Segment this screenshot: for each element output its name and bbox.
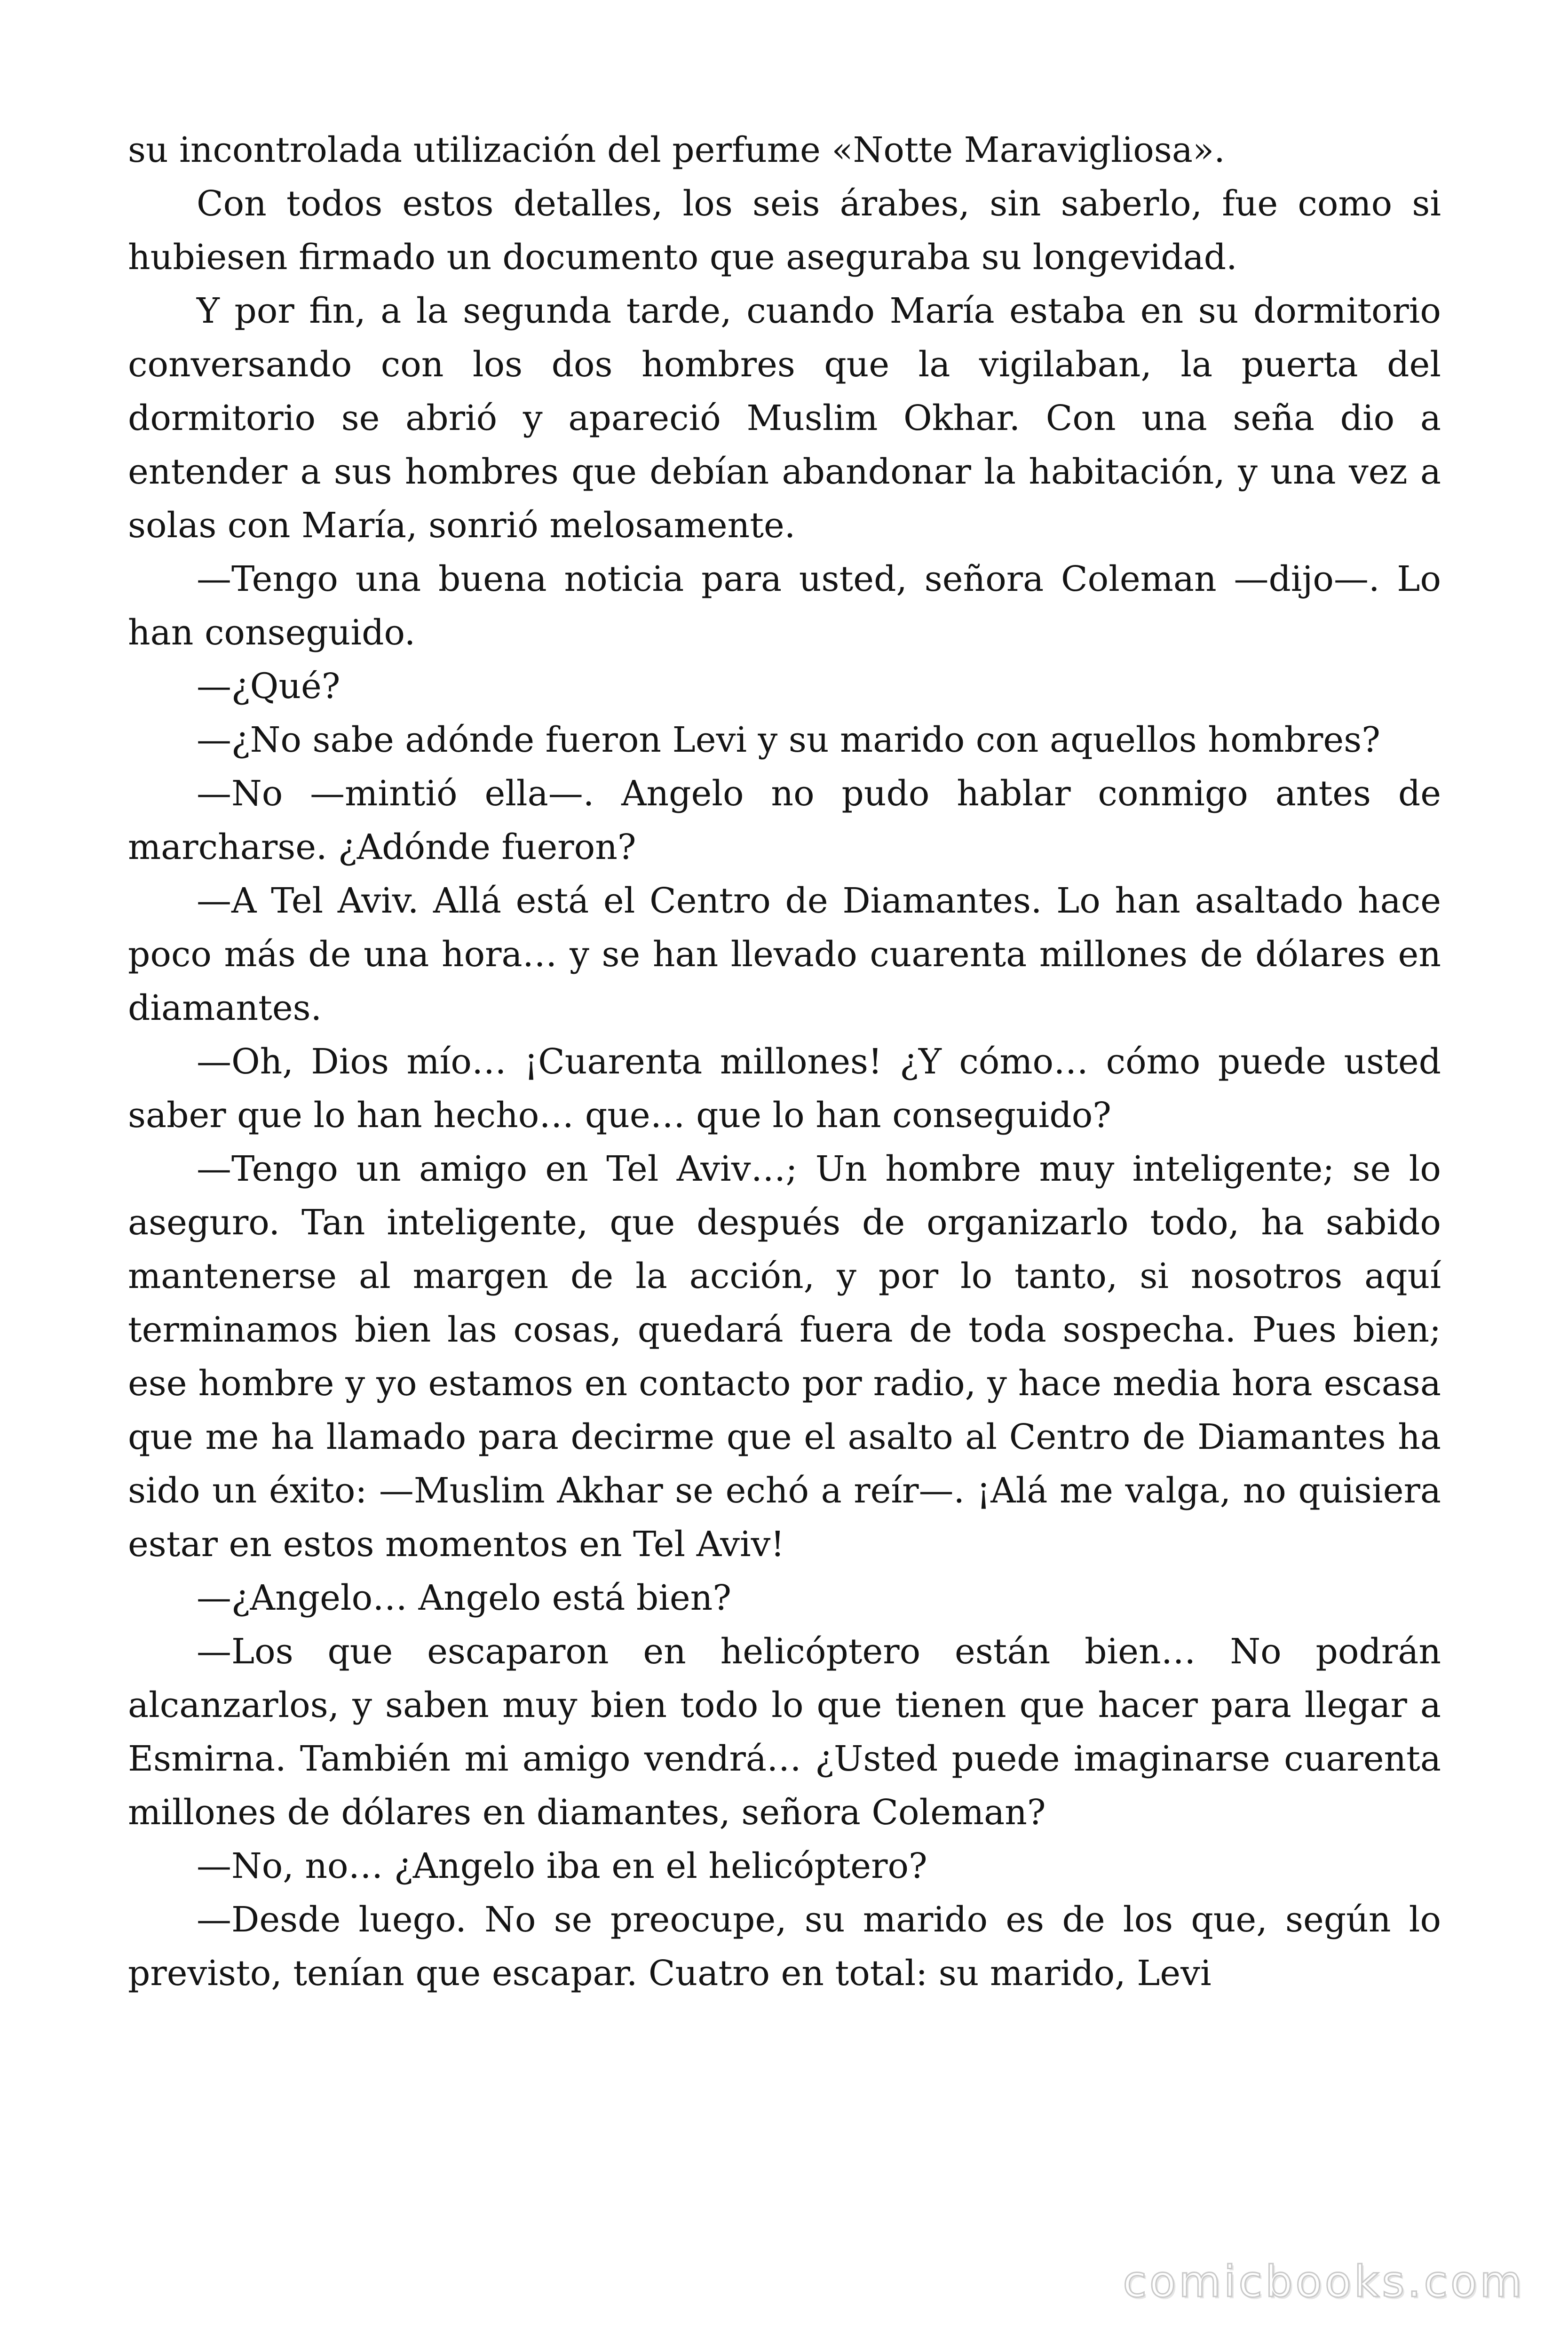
dialogue-paragraph: —Tengo una buena noticia para usted, señora Coleman —dijo—. Lo han conseguido. bbox=[128, 559, 1441, 653]
dialogue-paragraph: —Tengo un amigo en Tel Aviv…; Un hombre muy inteligente; se lo aseguro. Tan inteligente, que después de organizarlo todo, ha sabido mantenerse al margen de la acción, y por lo tanto, si nosotros aquí terminamos bien las cosas, quedará fuera de toda sospecha. Pues bien; ese hombre y yo estamos en contacto por radio, y hace media hora escasa que me ha llamado para decirme que el asalto al Centro de Diamantes ha sido un éxito: —Muslim Akhar se echó a reír—. ¡Alá me valga, no quisiera estar en estos momentos en Tel Aviv! bbox=[128, 1149, 1441, 1565]
dialogue-paragraph: —¿Angelo… Angelo está bien? bbox=[197, 1578, 731, 1618]
dialogue-paragraph: —¿Qué? bbox=[197, 666, 341, 707]
dialogue-paragraph: —Oh, Dios mío… ¡Cuarenta millones! ¿Y cómo… cómo puede usted saber que lo han hecho… que… que lo han conseguido? bbox=[128, 1041, 1441, 1136]
dialogue-paragraph: —¿No sabe adónde fueron Levi y su marido con aquellos hombres? bbox=[197, 720, 1380, 760]
paragraph: Y por fin, a la segunda tarde, cuando María estaba en su dormitorio conversando con los dos hombres que la vigilaban, la puerta del dormitorio se abrió y apareció Muslim Okhar. Con una seña dio a entender a sus hombres que debían abandonar la habitación, y una vez a solas con María, sonrió melosamente. bbox=[128, 291, 1441, 546]
site-watermark: comicbooks.com bbox=[1123, 2257, 1525, 2307]
dialogue-paragraph: —Desde luego. No se preocupe, su marido es de los que, según lo previsto, tenían que escapar. Cuatro en total: su marido, Levi bbox=[128, 1899, 1441, 1994]
dialogue-paragraph: —No —mintió ella—. Angelo no pudo hablar conmigo antes de marcharse. ¿Adónde fueron? bbox=[128, 773, 1441, 867]
body-text bbox=[128, 123, 1441, 2000]
dialogue-paragraph: —No, no… ¿Angelo iba en el helicóptero? bbox=[197, 1846, 927, 1886]
dialogue-paragraph: —Los que escaparon en helicóptero están bien… No podrán alcanzarlos, y saben muy bien todo lo que tienen que hacer para llegar a Esmirna. También mi amigo vendrá… ¿Usted puede imaginarse cuarenta millones de dólares en diamantes, señora Coleman? bbox=[128, 1631, 1441, 1833]
dialogue-paragraph: —A Tel Aviv. Allá está el Centro de Diamantes. Lo han asaltado hace poco más de una hora… y se han llevado cuarenta millones de dólares en diamantes. bbox=[128, 881, 1441, 1028]
paragraph-continuation: su incontrolada utilización del perfume «Notte Maravigliosa». bbox=[128, 130, 1225, 170]
paragraph: Con todos estos detalles, los seis árabes, sin saberlo, fue como si hubiesen firmado un documento que aseguraba su longevidad. bbox=[128, 183, 1441, 278]
